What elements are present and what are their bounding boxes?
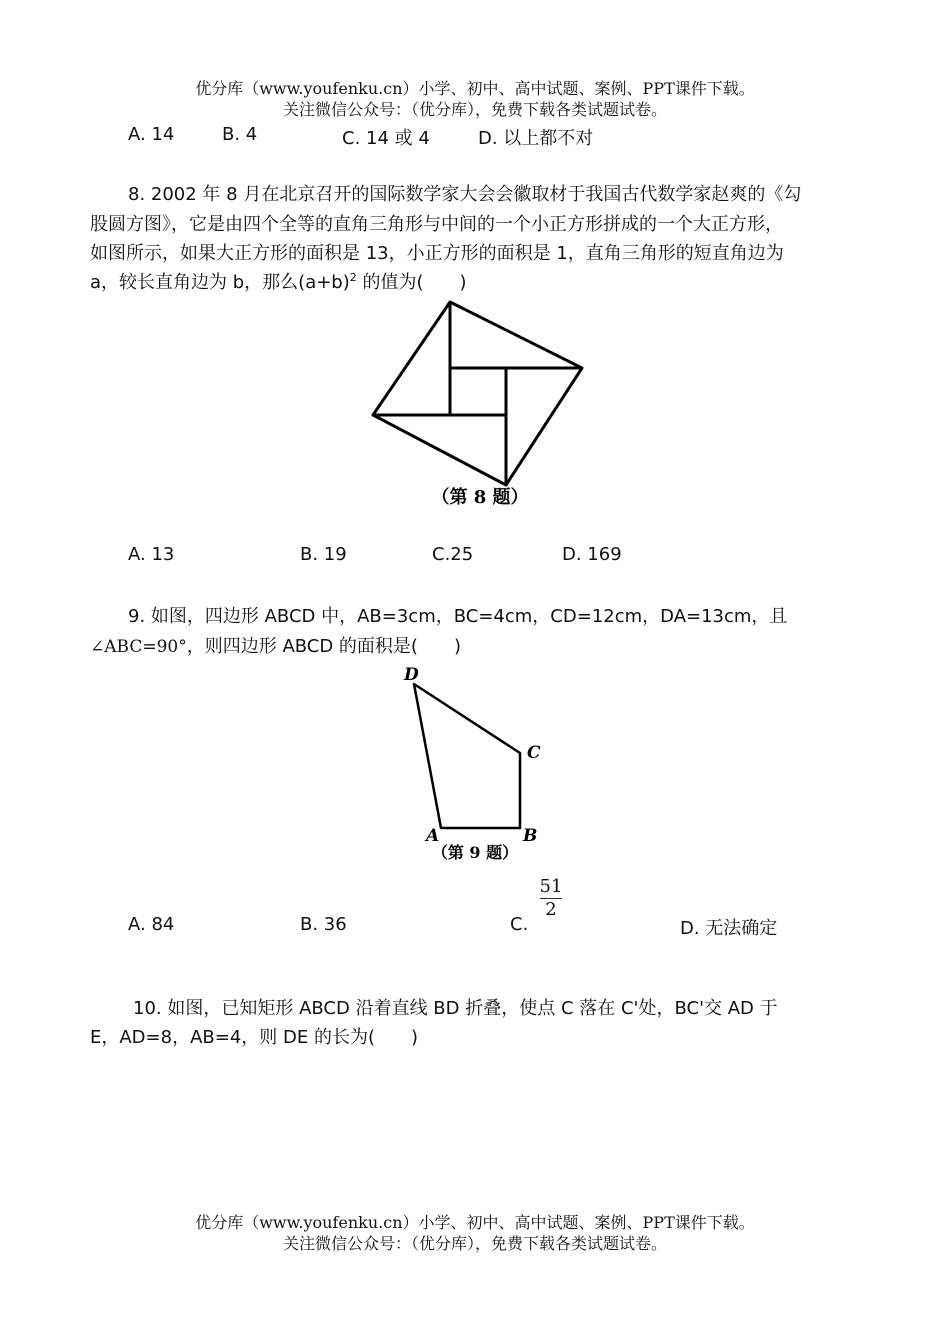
- q9-label-d: D: [404, 665, 419, 685]
- q8-text-line-2: 股圆方图》，它是由四个全等的直角三角形与中间的一个小正方形拼成的一个大正方形，: [90, 214, 783, 235]
- q7-option-c: C. 14 或 4: [342, 128, 430, 149]
- footer-line-1: 优分库（www.youfenku.cn）小学、初中、高中试题、案例、PPT课件下载。: [195, 1213, 755, 1232]
- q8-option-c: C.25: [432, 544, 474, 565]
- q9-line2-post: ，则四边形 ABCD 的面积是( ): [186, 636, 461, 657]
- q8-text-line-1: 8. 2002 年 8 月在北京召开的国际数学家大会会徽取材于我国古代数学家赵爽的《勾: [128, 184, 802, 205]
- q8-line4-pre: a，较长直角边为 b，那么(a+b): [90, 272, 350, 293]
- q9-fraction-numerator: 51: [539, 876, 563, 897]
- q9-angle-text: ∠ABC=90°: [90, 637, 187, 657]
- q9-quadrilateral: [414, 684, 520, 828]
- q9-option-a: A. 84: [128, 914, 175, 935]
- q9-fraction-denominator: 2: [545, 899, 557, 920]
- q10-text-line-1: 10. 如图，已知矩形 ABCD 沿着直线 BD 折叠，使点 C 落在 C'处，BC'交 AD 于: [133, 998, 778, 1019]
- q9-label-c: C: [527, 743, 541, 763]
- header-line-2: 关注微信公众号：（优分库），免费下载各类试题试卷。: [282, 100, 667, 119]
- q8-figure: [360, 295, 600, 515]
- q9-option-c: C.: [510, 914, 529, 935]
- q9-option-d: D. 无法确定: [680, 918, 778, 939]
- q10-text-line-2: E，AD=8，AB=4，则 DE 的长为( ): [90, 1027, 418, 1048]
- q9-text-line-1: 9. 如图，四边形 ABCD 中，AB=3cm，BC=4cm，CD=12cm，DA=13cm，且: [128, 606, 788, 627]
- q7-option-d: D. 以上都不对: [478, 128, 594, 149]
- q8-option-d: D. 169: [562, 544, 622, 565]
- q9-label-b: B: [523, 826, 538, 846]
- q7-option-a: A. 14: [128, 124, 175, 145]
- q8-line4-post: 的值为( ): [356, 272, 467, 293]
- q9-figure: [395, 660, 555, 870]
- footer-line-2: 关注微信公众号：（优分库），免费下载各类试题试卷。: [282, 1234, 667, 1253]
- q8-line4-superscript: 2: [349, 271, 357, 284]
- q7-option-b: B. 4: [222, 124, 258, 145]
- q9-label-a: A: [426, 826, 440, 846]
- q8-text-line-4: [90, 268, 467, 294]
- q8-option-b: B. 19: [300, 544, 347, 565]
- q8-figure-caption: （第 8 题）: [431, 487, 529, 508]
- q8-text-line-3: 如图所示，如果大正方形的面积是 13，小正方形的面积是 1，直角三角形的短直角边为: [90, 243, 784, 264]
- q9-text-line-2: [90, 632, 461, 658]
- q8-big-square: [373, 302, 582, 485]
- header-line-1: 优分库（www.youfenku.cn）小学、初中、高中试题、案例、PPT课件下载。: [195, 79, 755, 98]
- q8-option-a: A. 13: [128, 544, 175, 565]
- q9-figure-caption: （第 9 题）: [431, 843, 519, 862]
- q9-option-c-fraction: [536, 876, 566, 920]
- q9-option-b: B. 36: [300, 914, 347, 935]
